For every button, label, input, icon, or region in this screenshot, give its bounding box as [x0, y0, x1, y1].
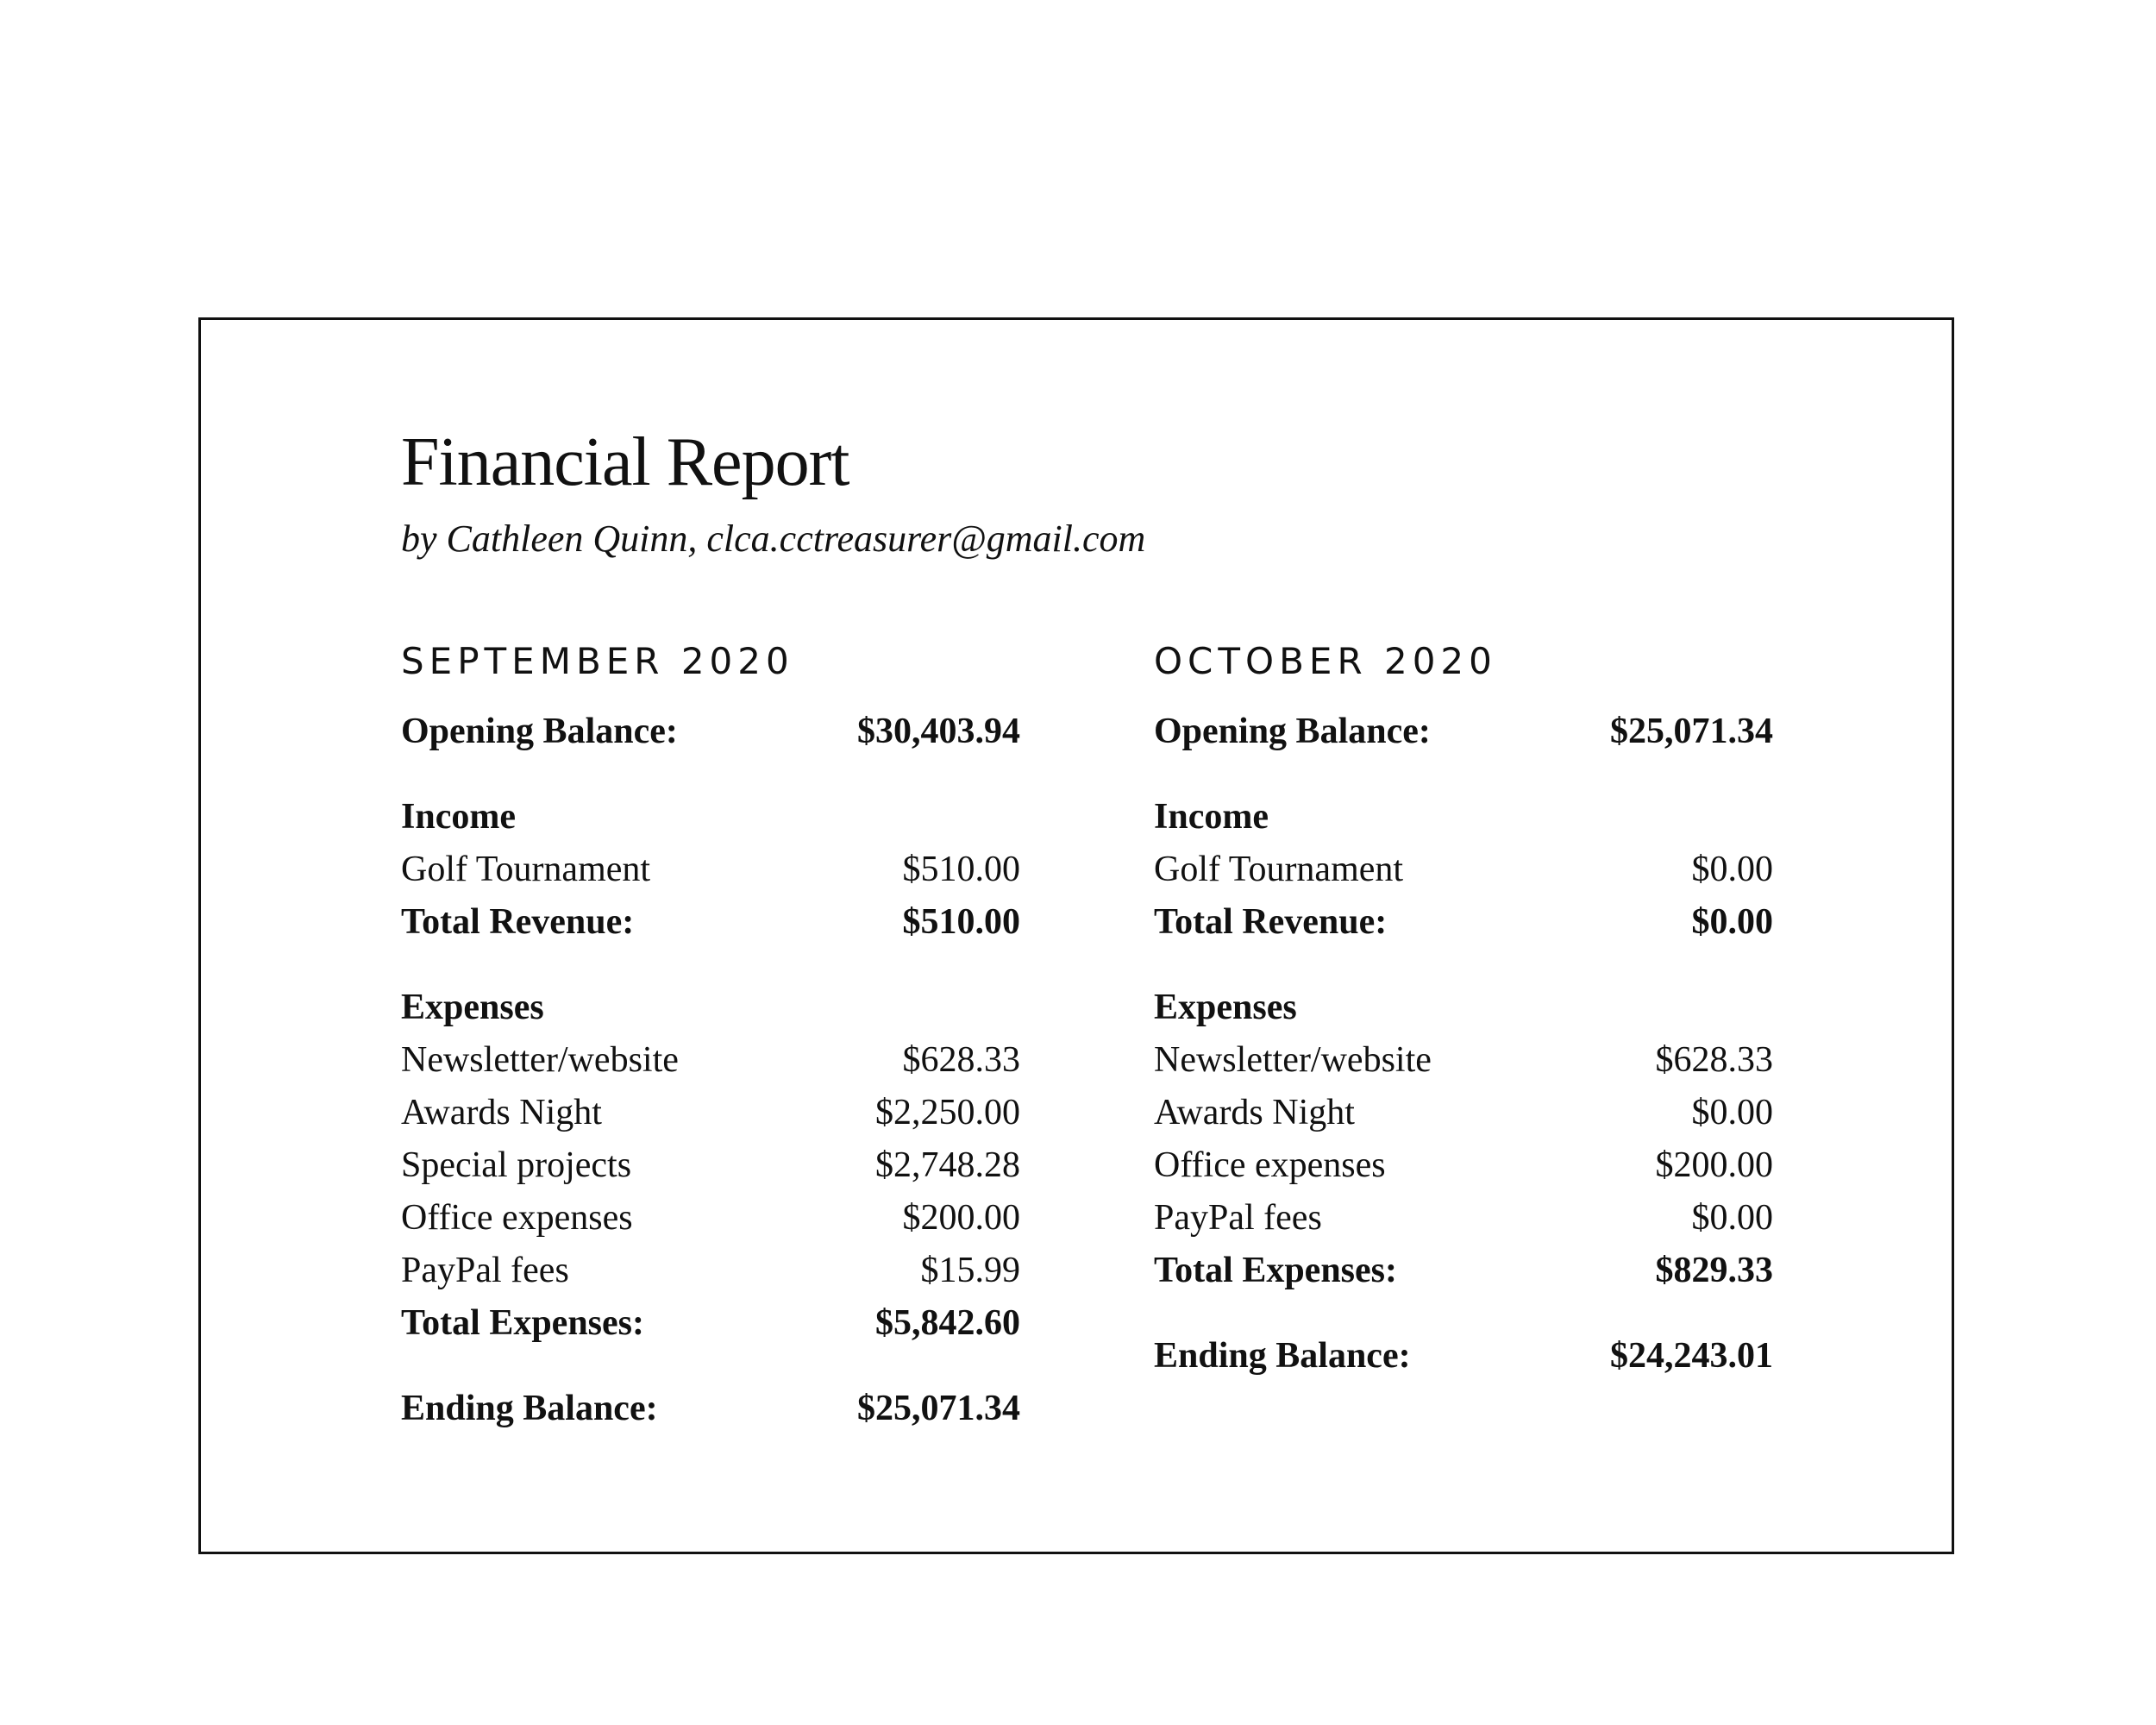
opening-balance-label: Opening Balance: [1154, 712, 1431, 751]
expense-row [1154, 1087, 1773, 1139]
expense-row [401, 1245, 1020, 1297]
ending-balance-value: $24,243.01 [1610, 1336, 1773, 1376]
expense-item-label: Office expenses [1154, 1145, 1386, 1185]
expense-item-label: PayPal fees [401, 1251, 569, 1290]
opening-balance-value: $30,403.94 [857, 712, 1020, 751]
expenses-heading: Expenses [1154, 988, 1297, 1027]
expense-row [401, 1139, 1020, 1192]
month-heading: SEPTEMBER 2020 [401, 640, 794, 682]
income-item-value: $0.00 [1691, 850, 1773, 889]
expense-row [1154, 1192, 1773, 1245]
month-column-october [1154, 640, 1773, 1383]
income-row [1154, 844, 1773, 896]
ending-balance-row [1154, 1330, 1773, 1383]
expense-item-label: PayPal fees [1154, 1198, 1322, 1238]
opening-balance-value: $25,071.34 [1610, 712, 1773, 751]
report-title: Financial Report [401, 424, 849, 500]
expense-item-value: $2,748.28 [875, 1145, 1020, 1185]
expense-item-value: $15.99 [920, 1251, 1020, 1290]
expense-item-value: $628.33 [1655, 1040, 1773, 1080]
expense-item-label: Office expenses [401, 1198, 633, 1238]
expense-item-value: $200.00 [1655, 1145, 1773, 1185]
total-revenue-value: $0.00 [1691, 902, 1773, 942]
total-revenue-label: Total Revenue: [1154, 902, 1388, 942]
month-heading: OCTOBER 2020 [1154, 640, 1497, 682]
total-revenue-label: Total Revenue: [401, 902, 635, 942]
total-expenses-value: $5,842.60 [875, 1303, 1020, 1343]
opening-balance-label: Opening Balance: [401, 712, 678, 751]
ending-balance-label: Ending Balance: [1154, 1336, 1411, 1376]
ending-balance-label: Ending Balance: [401, 1389, 658, 1428]
expense-item-value: $0.00 [1691, 1198, 1773, 1238]
expense-row [401, 1192, 1020, 1245]
report-byline: by Cathleen Quinn, clca.cctreasurer@gmail.com [401, 518, 1146, 560]
expense-row [401, 1034, 1020, 1087]
month-column-september [401, 640, 1020, 1435]
income-heading: Income [401, 797, 516, 837]
opening-balance-row [401, 706, 1020, 758]
total-expenses-value: $829.33 [1655, 1251, 1773, 1290]
income-row [401, 844, 1020, 896]
expense-item-label: Awards Night [401, 1093, 602, 1132]
income-item-label: Golf Tournament [1154, 850, 1404, 889]
total-expenses-row [1154, 1245, 1773, 1297]
income-item-value: $510.00 [902, 850, 1020, 889]
expense-item-value: $2,250.00 [875, 1093, 1020, 1132]
expense-item-label: Newsletter/website [1154, 1040, 1432, 1080]
expense-item-label: Special projects [401, 1145, 632, 1185]
income-heading: Income [1154, 797, 1269, 837]
expense-row [1154, 1139, 1773, 1192]
ending-balance-row [401, 1383, 1020, 1435]
income-item-label: Golf Tournament [401, 850, 651, 889]
total-revenue-value: $510.00 [902, 902, 1020, 942]
total-revenue-row [1154, 896, 1773, 949]
expense-row [1154, 1034, 1773, 1087]
opening-balance-row [1154, 706, 1773, 758]
expense-item-value: $628.33 [902, 1040, 1020, 1080]
expense-item-label: Awards Night [1154, 1093, 1355, 1132]
total-expenses-row [401, 1297, 1020, 1350]
expenses-heading: Expenses [401, 988, 544, 1027]
expense-row [401, 1087, 1020, 1139]
total-expenses-label: Total Expenses: [401, 1303, 645, 1343]
expense-item-value: $200.00 [902, 1198, 1020, 1238]
expense-item-value: $0.00 [1691, 1093, 1773, 1132]
total-expenses-label: Total Expenses: [1154, 1251, 1398, 1290]
ending-balance-value: $25,071.34 [857, 1389, 1020, 1428]
expense-item-label: Newsletter/website [401, 1040, 679, 1080]
total-revenue-row [401, 896, 1020, 949]
